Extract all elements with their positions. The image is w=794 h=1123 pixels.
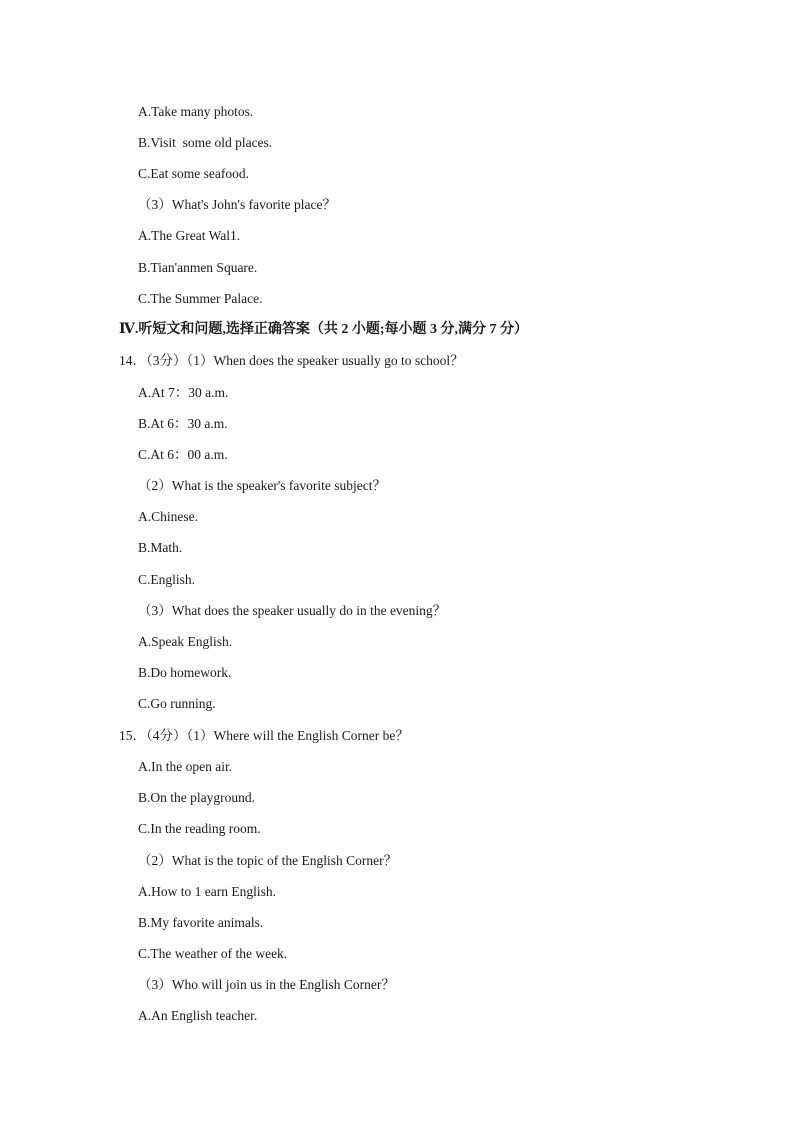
sub-question: （3）What does the speaker usually do in the evening？ xyxy=(138,603,447,618)
option-c: C.At 6：00 a.m. xyxy=(138,447,228,462)
option-c: C.The Summer Palace. xyxy=(138,291,263,306)
sub-question: （3）What's John's favorite place？ xyxy=(138,197,336,212)
option-c: C.Go running. xyxy=(138,696,216,711)
option-c: C.English. xyxy=(138,572,196,587)
option-a: A.Take many photos. xyxy=(138,104,254,119)
option-c: C.The weather of the week. xyxy=(138,946,288,961)
option-b: B.My favorite animals. xyxy=(138,915,264,930)
section-heading: Ⅳ.听短文和问题,选择正确答案（共 2 小题;每小题 3 分,满分 7 分） xyxy=(119,322,529,337)
sub-question: （2）What is the topic of the English Corner？ xyxy=(138,853,398,868)
option-a: A.The Great Wal1. xyxy=(138,228,241,243)
option-a: A.How to 1 earn English. xyxy=(138,884,276,899)
question-14-stem: 14．（3分）（1）When does the speaker usually go to school？ xyxy=(119,353,464,368)
option-b: B.At 6：30 a.m. xyxy=(138,416,228,431)
sub-question: （3）Who will join us in the English Corner？ xyxy=(138,977,395,992)
option-a: A.In the open air. xyxy=(138,759,233,774)
option-b: B.On the playground. xyxy=(138,790,255,805)
option-c: C.Eat some seafood. xyxy=(138,166,249,181)
option-a: A.At 7：30 a.m. xyxy=(138,385,229,400)
option-a: A.Chinese. xyxy=(138,509,198,524)
question-15-stem: 15．（4分）（1）Where will the English Corner be？ xyxy=(119,728,409,743)
option-a: A.Speak English. xyxy=(138,634,233,649)
option-a: A.An English teacher. xyxy=(138,1008,258,1023)
option-c: C.In the reading room. xyxy=(138,821,261,836)
option-b: B.Visit some old places. xyxy=(138,135,273,150)
option-b: B.Do homework. xyxy=(138,665,232,680)
option-b: B.Math. xyxy=(138,540,183,555)
option-b: B.Tian'anmen Square. xyxy=(138,260,258,275)
sub-question: （2）What is the speaker's favorite subject？ xyxy=(138,478,386,493)
